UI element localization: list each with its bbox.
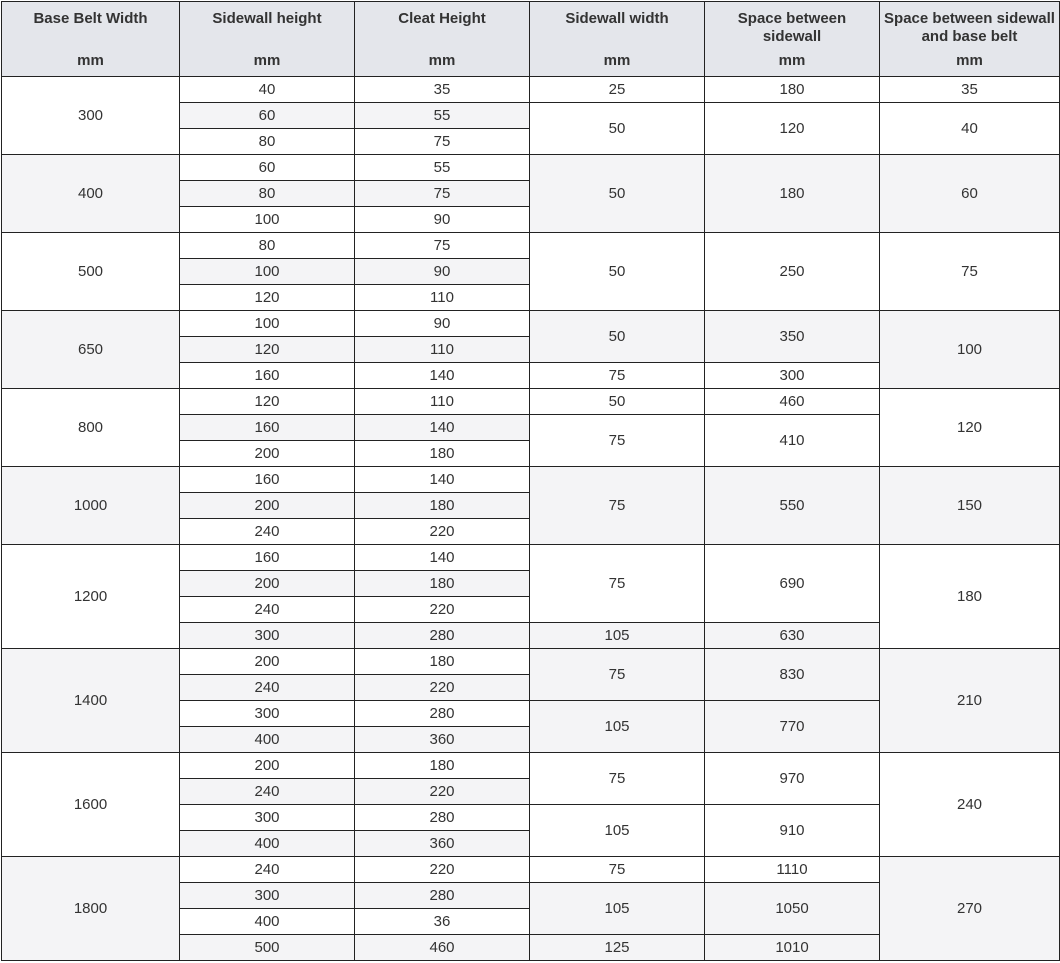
table-row: [2, 77, 1060, 103]
header-cleat-height: [355, 2, 530, 77]
space-between-sidewall-cell: 410: [705, 415, 880, 467]
header-unit: mm: [428, 52, 456, 69]
sidewall-width-cell: 105: [530, 701, 705, 753]
base-belt-width-cell: 1800: [2, 857, 180, 961]
cleat-height-cell: 36: [355, 909, 530, 935]
sidewall-height-cell: 240: [180, 675, 355, 701]
header-title: Sidewall height: [212, 10, 322, 27]
header-unit: mm: [77, 52, 104, 69]
cleat-height-cell: 140: [355, 467, 530, 493]
cleat-height-cell: 55: [355, 155, 530, 181]
space-sidewall-base-cell: 150: [880, 467, 1060, 545]
table-row: [2, 545, 1060, 571]
sidewall-height-cell: 400: [180, 909, 355, 935]
cleat-height-cell: 35: [355, 77, 530, 103]
table-row: [2, 389, 1060, 415]
sidewall-height-cell: 160: [180, 467, 355, 493]
space-between-sidewall-cell: 830: [705, 649, 880, 701]
base-belt-width-cell: 1000: [2, 467, 180, 545]
header-title: Sidewall width: [565, 10, 669, 27]
space-between-sidewall-cell: 1050: [705, 883, 880, 935]
header-unit: mm: [778, 52, 806, 69]
space-sidewall-base-cell: 180: [880, 545, 1060, 649]
sidewall-width-cell: 75: [530, 467, 705, 545]
cleat-height-cell: 140: [355, 363, 530, 389]
base-belt-width-cell: 1400: [2, 649, 180, 753]
space-sidewall-base-cell: 210: [880, 649, 1060, 753]
sidewall-height-cell: 300: [180, 805, 355, 831]
sidewall-height-cell: 120: [180, 389, 355, 415]
space-between-sidewall-cell: 180: [705, 77, 880, 103]
table-row: [2, 857, 1060, 883]
sidewall-width-cell: 75: [530, 649, 705, 701]
cleat-height-cell: 110: [355, 337, 530, 363]
base-belt-width-cell: 500: [2, 233, 180, 311]
cleat-height-cell: 360: [355, 727, 530, 753]
header-title: Space between sidewall and base belt: [884, 10, 1055, 45]
sidewall-height-cell: 100: [180, 207, 355, 233]
sidewall-height-cell: 400: [180, 727, 355, 753]
sidewall-height-cell: 160: [180, 363, 355, 389]
sidewall-width-cell: 105: [530, 623, 705, 649]
space-sidewall-base-cell: 270: [880, 857, 1060, 961]
cleat-height-cell: 90: [355, 311, 530, 337]
sidewall-height-cell: 300: [180, 701, 355, 727]
cleat-height-cell: 360: [355, 831, 530, 857]
cleat-height-cell: 280: [355, 805, 530, 831]
cleat-height-cell: 280: [355, 883, 530, 909]
sidewall-height-cell: 240: [180, 857, 355, 883]
cleat-height-cell: 180: [355, 441, 530, 467]
sidewall-height-cell: 80: [180, 233, 355, 259]
sidewall-height-cell: 60: [180, 155, 355, 181]
space-sidewall-base-cell: 40: [880, 103, 1060, 155]
space-between-sidewall-cell: 1010: [705, 935, 880, 961]
sidewall-height-cell: 160: [180, 545, 355, 571]
table-body: [2, 77, 1060, 961]
base-belt-width-cell: 800: [2, 389, 180, 467]
cleat-height-cell: 220: [355, 597, 530, 623]
table-row: [2, 649, 1060, 675]
cleat-height-cell: 220: [355, 519, 530, 545]
cleat-height-cell: 220: [355, 675, 530, 701]
sidewall-height-cell: 60: [180, 103, 355, 129]
sidewall-width-cell: 50: [530, 311, 705, 363]
base-belt-width-cell: 1600: [2, 753, 180, 857]
space-between-sidewall-cell: 460: [705, 389, 880, 415]
cleat-height-cell: 220: [355, 857, 530, 883]
space-sidewall-base-cell: 75: [880, 233, 1060, 311]
base-belt-width-cell: 1200: [2, 545, 180, 649]
sidewall-width-cell: 105: [530, 883, 705, 935]
space-sidewall-base-cell: 120: [880, 389, 1060, 467]
space-between-sidewall-cell: 550: [705, 467, 880, 545]
sidewall-height-cell: 400: [180, 831, 355, 857]
sidewall-width-cell: 50: [530, 233, 705, 311]
space-between-sidewall-cell: 970: [705, 753, 880, 805]
sidewall-width-cell: 50: [530, 389, 705, 415]
sidewall-width-cell: 50: [530, 155, 705, 233]
sidewall-height-cell: 200: [180, 649, 355, 675]
sidewall-height-cell: 120: [180, 337, 355, 363]
sidewall-height-cell: 200: [180, 753, 355, 779]
sidewall-height-cell: 300: [180, 883, 355, 909]
cleat-height-cell: 280: [355, 623, 530, 649]
header-space-sidewall-base: [880, 2, 1060, 77]
sidewall-height-cell: 300: [180, 623, 355, 649]
table-row: [2, 311, 1060, 337]
sidewall-height-cell: 160: [180, 415, 355, 441]
space-between-sidewall-cell: 250: [705, 233, 880, 311]
sidewall-height-cell: 100: [180, 259, 355, 285]
cleat-height-cell: 180: [355, 571, 530, 597]
sidewall-height-cell: 240: [180, 519, 355, 545]
space-sidewall-base-cell: 60: [880, 155, 1060, 233]
cleat-height-cell: 220: [355, 779, 530, 805]
cleat-height-cell: 140: [355, 415, 530, 441]
sidewall-height-cell: 240: [180, 779, 355, 805]
space-sidewall-base-cell: 100: [880, 311, 1060, 389]
table-row: [2, 467, 1060, 493]
sidewall-height-cell: 100: [180, 311, 355, 337]
sidewall-width-cell: 125: [530, 935, 705, 961]
cleat-height-cell: 75: [355, 181, 530, 207]
header-sidewall-width: [530, 2, 705, 77]
cleat-height-cell: 110: [355, 285, 530, 311]
header-row: [2, 2, 1060, 77]
cleat-height-cell: 55: [355, 103, 530, 129]
cleat-height-cell: 180: [355, 753, 530, 779]
space-between-sidewall-cell: 910: [705, 805, 880, 857]
sidewall-height-cell: 200: [180, 441, 355, 467]
sidewall-width-cell: 75: [530, 545, 705, 623]
table-row: [2, 753, 1060, 779]
sidewall-width-cell: 25: [530, 77, 705, 103]
space-between-sidewall-cell: 350: [705, 311, 880, 363]
header-unit: mm: [956, 52, 983, 69]
cleat-height-cell: 75: [355, 129, 530, 155]
cleat-height-cell: 90: [355, 259, 530, 285]
sidewall-width-cell: 75: [530, 363, 705, 389]
cleat-height-cell: 140: [355, 545, 530, 571]
cleat-height-cell: 180: [355, 649, 530, 675]
sidewall-height-cell: 500: [180, 935, 355, 961]
belt-spec-table: [1, 1, 1060, 961]
header-space-between-sidewall: [705, 2, 880, 77]
sidewall-width-cell: 75: [530, 857, 705, 883]
header-title: Cleat Height: [398, 10, 486, 27]
base-belt-width-cell: 300: [2, 77, 180, 155]
space-between-sidewall-cell: 120: [705, 103, 880, 155]
sidewall-height-cell: 240: [180, 597, 355, 623]
header-base-belt-width: [2, 2, 180, 77]
cleat-height-cell: 75: [355, 233, 530, 259]
space-between-sidewall-cell: 180: [705, 155, 880, 233]
cleat-height-cell: 280: [355, 701, 530, 727]
space-between-sidewall-cell: 300: [705, 363, 880, 389]
header-title: Base Belt Width: [33, 10, 148, 27]
space-between-sidewall-cell: 1110: [705, 857, 880, 883]
header-unit: mm: [603, 52, 631, 69]
sidewall-height-cell: 120: [180, 285, 355, 311]
cleat-height-cell: 460: [355, 935, 530, 961]
sidewall-width-cell: 105: [530, 805, 705, 857]
sidewall-width-cell: 50: [530, 103, 705, 155]
cleat-height-cell: 90: [355, 207, 530, 233]
space-between-sidewall-cell: 630: [705, 623, 880, 649]
header-unit: mm: [253, 52, 281, 69]
sidewall-height-cell: 80: [180, 129, 355, 155]
sidewall-height-cell: 40: [180, 77, 355, 103]
base-belt-width-cell: 650: [2, 311, 180, 389]
header-title: Space between sidewall: [737, 10, 847, 45]
sidewall-width-cell: 75: [530, 753, 705, 805]
sidewall-width-cell: 75: [530, 415, 705, 467]
table-row: [2, 233, 1060, 259]
header-sidewall-height: [180, 2, 355, 77]
table-row: [2, 155, 1060, 181]
space-sidewall-base-cell: 35: [880, 77, 1060, 103]
space-between-sidewall-cell: 770: [705, 701, 880, 753]
base-belt-width-cell: 400: [2, 155, 180, 233]
cleat-height-cell: 110: [355, 389, 530, 415]
space-between-sidewall-cell: 690: [705, 545, 880, 623]
cleat-height-cell: 180: [355, 493, 530, 519]
sidewall-height-cell: 80: [180, 181, 355, 207]
space-sidewall-base-cell: 240: [880, 753, 1060, 857]
sidewall-height-cell: 200: [180, 571, 355, 597]
table-header: [2, 2, 1060, 77]
sidewall-height-cell: 200: [180, 493, 355, 519]
